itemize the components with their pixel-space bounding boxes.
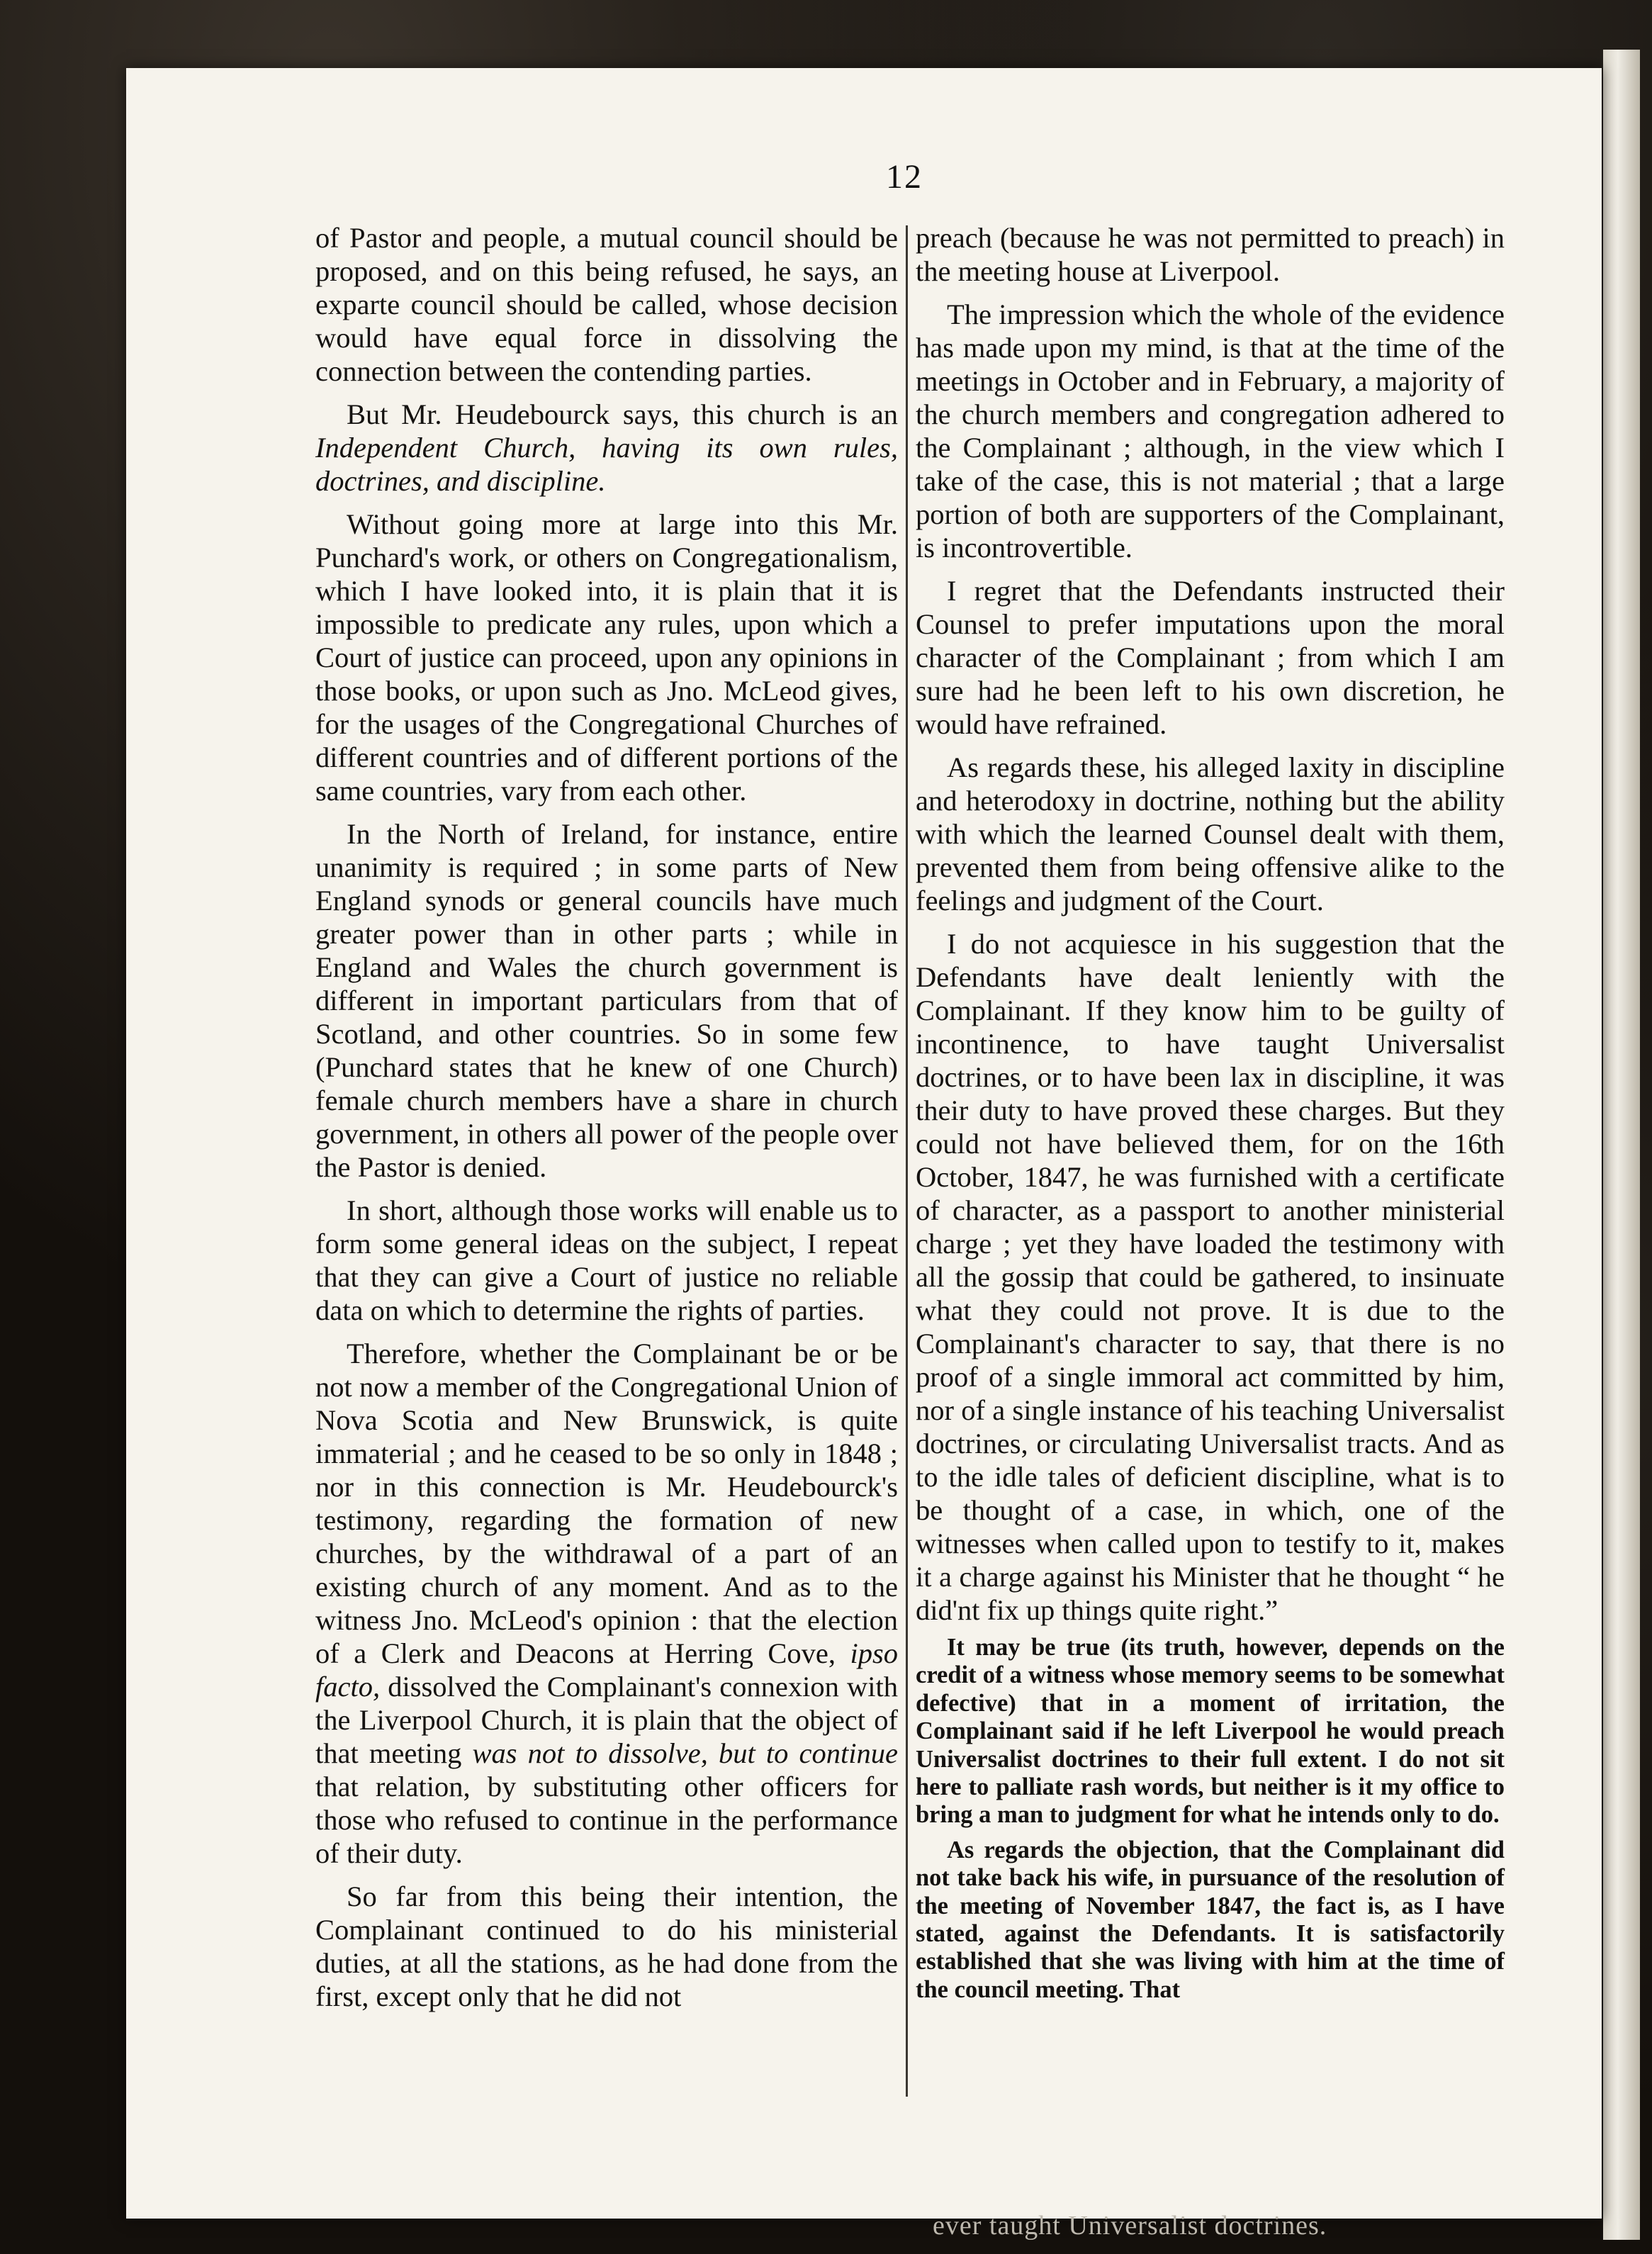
right-column-paragraph <box>916 1837 1505 2004</box>
text-run: So far from this being their intention, the Complainant continued to do his ministerial duties, at all the stations, as he had done from the first, except only that he did not <box>315 1880 898 2012</box>
text-run: preach (because he was not permitted to preach) in the meeting house at Liverpool. <box>916 222 1505 287</box>
text-run: I regret that the Defendants instructed their Counsel to prefer imputations upon the moral character of the Complainant ; from which I am sure had he been left to his own discretion, he would have refrained. <box>916 575 1505 740</box>
text-run: It may be true (its truth, however, depends on the credit of a witness whose memory seems to be somewhat defective) that in a moment of irritation, the Complainant said if he left Liverpool he would preach Universalist doctrines to their full extent. I do not sit here to palliate rash words, but neither is it my office to bring a man to judgment for what he intends only to do. <box>916 1634 1505 1829</box>
column-divider <box>906 225 908 2097</box>
left-column-paragraph <box>315 817 898 1184</box>
page-number: 12 <box>886 158 923 196</box>
left-text-column <box>315 221 898 2013</box>
left-column-paragraph <box>315 1337 898 1870</box>
left-column-paragraph <box>315 1880 898 2013</box>
text-run: Without going more at large into this Mr. Punchard's work, or others on Congregationalism, which I have looked into, it is plain that it is impossible to predicate any rules, upon which a Court of justice can proceed, upon any opinions in those books, or upon such as Jno. McLeod gives, for the usages of the Congregational Churches of different countries and of different portions of the same countries, vary from each other. <box>315 508 898 807</box>
text-run: In short, although those works will enable us to form some general ideas on the subject, I repeat that they can give a Court of justice no reliable data on which to determine the rights of parties. <box>315 1194 898 1326</box>
text-run: I do not acquiesce in his suggestion that the Defendants have dealt leniently with the Complainant. If they know him to be guilty of incontinence, to have taught Universalist doctrines, or to have been lax in discipline, it was their duty to have proved these charges. But they could not have believed them, for on the 16th October, 1847, he was furnished with a certificate of character, as a passport to another ministerial charge ; yet they have loaded the testimony with all the gossip that could be gathered, to insinuate what they could not prove. It is due to the Complainant's character to say, that there is no proof of a single immoral act committed by him, nor of a single instance of his teaching Universalist doctrines, or circulating Universalist tracts. And as to the idle tales of deficient discipline, what is to be thought of a case, in which, one of the witnesses when called upon to testify to it, makes it a charge against his Minister that he thought “ he did'nt fix up things quite right.” <box>916 928 1505 1626</box>
text-run: The impression which the whole of the evidence has made upon my mind, is that at the time of the meetings in October and in February, a majority of the church members and congregation adhered to the Complainant ; although, in the view which I take of the case, this is not material ; that a large portion of both are supporters of the Complainant, is incontrovertible. <box>916 298 1505 564</box>
right-column-paragraph <box>916 1634 1505 1829</box>
bleed-through-text: ever taught Universalist doctrines. <box>933 2211 1327 2241</box>
left-column-paragraph <box>315 221 898 388</box>
text-run: As regards these, his alleged laxity in discipline and heterodoxy in doctrine, nothing but the ability with which the learned Counsel dealt with them, prevented them from being offensive alike to the feelings and judgment of the Court. <box>916 751 1505 916</box>
right-column-paragraph <box>916 221 1505 288</box>
left-column-paragraph <box>315 1194 898 1327</box>
italic-text: ipso facto, <box>315 1637 898 1703</box>
text-run: dissolved the Complainant's connexion with the Liverpool Church, it is plain that the object of that meeting <box>315 1671 898 1769</box>
right-text-column <box>916 221 1505 2004</box>
right-column-paragraph <box>916 298 1505 564</box>
text-run: that relation, by substituting other officers for those who refused to continue in the performance of their duty. <box>315 1771 898 1869</box>
right-column-paragraph <box>916 574 1505 741</box>
text-run: In the North of Ireland, for instance, entire unanimity is required ; in some parts of New England synods or general councils have much greater power than in other parts ; while in England and Wales the church government is different in important particulars from that of Scotland, and other countries. So in some few (Punchard states that he knew of one Church) female church members have a share in church government, in others all power of the people over the Pastor is denied. <box>315 818 898 1183</box>
right-column-paragraph <box>916 751 1505 917</box>
text-run: As regards the objection, that the Complainant did not take back his wife, in pursuance of the resolution of the meeting of November 1847, the fact is, as I have stated, against the Defendants. It is satisfactorily established that she was living with him at the time of the council meeting. That <box>916 1836 1505 2003</box>
text-run: Therefore, whether the Complainant be or be not now a member of the Congregational Union of Nova Scotia and New Brunswick, is quite immaterial ; and he ceased to be so only in 1848 ; nor in this connection is Mr. Heudebourck's testimony, regarding the formation of new churches, by the withdrawal of a part of an existing church of any moment. And as to the witness Jno. McLeod's opinion : that the election of a Clerk and Deacons at Herring Cove, <box>315 1338 898 1669</box>
right-column-paragraph <box>916 927 1505 1627</box>
italic-text: was not to dissolve, but to continue <box>472 1737 898 1769</box>
left-column-paragraph <box>315 398 898 498</box>
next-page-edge <box>1603 50 1640 2240</box>
text-run: But Mr. Heudebourck says, this church is an <box>347 398 898 430</box>
left-column-paragraph <box>315 508 898 807</box>
text-run: of Pastor and people, a mutual council should be proposed, and on this being refused, he says, an exparte council should be called, whose decision would have equal force in dissolving the connection between the contending parties. <box>315 222 898 387</box>
italic-text: Independent Church, having its own rules, doctrines, and discipline. <box>315 432 898 497</box>
